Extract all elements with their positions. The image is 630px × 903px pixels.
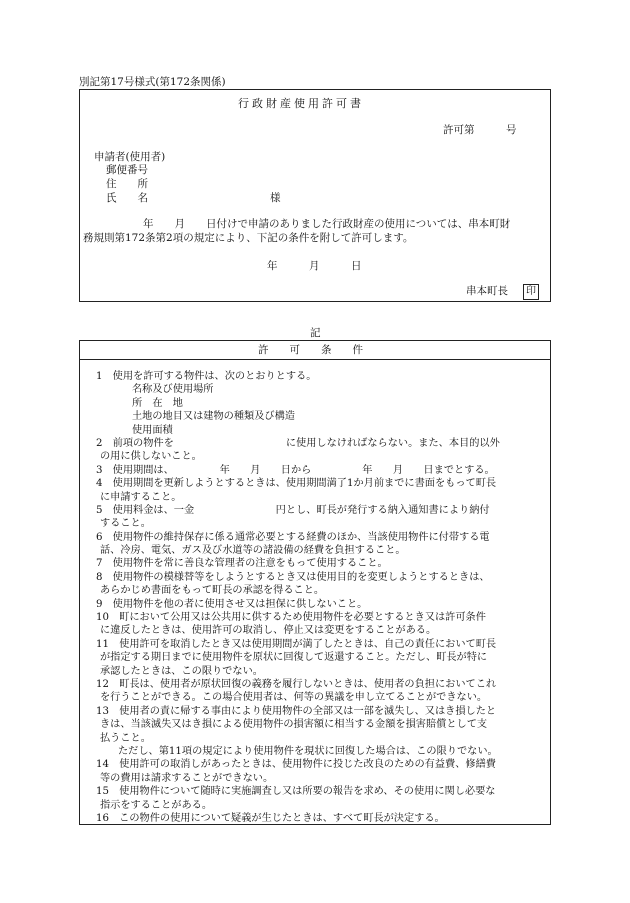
condition-line: 使用面積	[132, 424, 173, 436]
condition-line: 14 使用許可の取消しがあったときは、使用物件に投じた改良のための有益費、修繕費	[96, 759, 496, 771]
conditions-heading: 許 可 条 件	[258, 344, 363, 356]
condition-line: 承認したときは、この限りでない。	[100, 665, 263, 677]
condition-line: 11 使用許可を取消したとき又は使用期間が満了したときは、自己の責任において町長	[96, 638, 497, 650]
permit-number-label: 許可第 号	[443, 124, 517, 136]
condition-line: に申請すること。	[100, 491, 182, 503]
condition-line: 9 使用物件を他の者に使用させ又は担保に供しないこと。	[96, 598, 368, 610]
condition-line: 3 使用期間は、 年 月 日から 年 月 日までとする。	[96, 464, 495, 476]
permit-date-line: 年 月 日	[267, 260, 362, 272]
condition-line: 6 使用物件の維持保存に係る通常必要とする経費のほか、当該使用物件に付帯する電	[96, 531, 490, 543]
condition-line: 10 町において公用又は公共用に供するため使用物件を必要とするとき又は許可条件	[96, 612, 486, 624]
condition-line: 7 使用物件を常に善良な管理者の注意をもって使用すること。	[96, 558, 388, 570]
name-label: 氏 名	[106, 192, 148, 204]
permit-box	[79, 89, 551, 302]
condition-line: すること。	[100, 518, 151, 530]
condition-line: あらかじめ書面をもって町長の承認を得ること。	[100, 585, 325, 597]
condition-line: 払うこと。	[100, 732, 151, 744]
condition-line: 13 使用者の責に帰する事由により使用物件の全部又は一部を滅失し、又はき損したと	[96, 705, 497, 717]
condition-line: 話、冷房、電気、ガス及び水道等の諸設備の経費を負担すること。	[100, 545, 406, 557]
seal-mark: 印	[523, 284, 539, 300]
condition-line: 名称及び使用場所	[132, 384, 214, 396]
condition-line: 1 使用を許可する物件は、次のとおりとする。	[96, 371, 317, 382]
condition-line: の用に供しないこと。	[100, 451, 202, 463]
condition-line: 15 使用物件について随時に実施調査し又は所要の報告を求め、その使用に関し必要な	[96, 786, 496, 798]
conditions-list	[96, 370, 556, 825]
condition-line: 2 前項の物件を に使用しなければならない。また、本目的以外	[96, 437, 500, 449]
condition-line: が指定する期日までに使用物件を原状に回復して返還すること。ただし、町長が特に	[100, 652, 488, 664]
condition-line: 8 使用物件の模様替等をしようとするとき又は使用目的を変更しようとするときは、	[96, 571, 490, 583]
honorific-sama: 様	[270, 192, 281, 204]
postal-code-label: 郵便番号	[106, 164, 148, 176]
permit-body-line-2: 務規則第172条第2項の規定により、下記の条件を附して許可します。	[83, 232, 414, 244]
condition-line: ただし、第11項の規定により使用物件を現状に回復した場合は、この限りでない。	[118, 745, 498, 757]
condition-line: を行うことができる。この場合使用者は、何等の異議を申し立てることができない。	[100, 692, 488, 704]
condition-line: きは、当該滅失又はき損による使用物件の損害額に相当する金額を損害賠償として支	[100, 719, 488, 731]
permit-title: 行政財産使用許可書	[238, 97, 364, 110]
condition-line: 12 町長は、使用者が原状回復の義務を履行しないときは、使用者の負担においてこれ	[96, 678, 497, 690]
conditions-header-divider	[79, 359, 551, 360]
condition-line: 所 在 地	[132, 397, 183, 409]
condition-line: に違反したときは、使用許可の取消し、停止又は変更をすることがある。	[100, 625, 437, 637]
condition-line: 指示をすることがある。	[100, 799, 213, 811]
address-label: 住 所	[106, 178, 148, 190]
condition-line: 等の費用は請求することができない。	[100, 772, 274, 784]
applicant-heading: 申請者(使用者)	[94, 151, 166, 163]
condition-line: 土地の地目又は建物の種類及び構造	[132, 411, 295, 423]
permit-body-line-1: 年 月 日付けで申請のありました行政財産の使用については、串本町財	[143, 218, 511, 230]
condition-line: 5 使用料金は、一金 円とし、町長が発行する納入通知書により納付	[96, 504, 490, 516]
condition-line: 16 この物件の使用について疑義が生じたときは、すべて町長が決定する。	[96, 812, 445, 824]
ki-heading: 記	[310, 327, 321, 339]
form-reference: 別記第17号様式(第172条関係)	[79, 76, 226, 88]
condition-line: 4 使用期間を更新しようとするときは、使用期間満了1か月前までに書面をもって町長	[96, 478, 497, 490]
issuer-name: 串本町長	[466, 285, 508, 297]
